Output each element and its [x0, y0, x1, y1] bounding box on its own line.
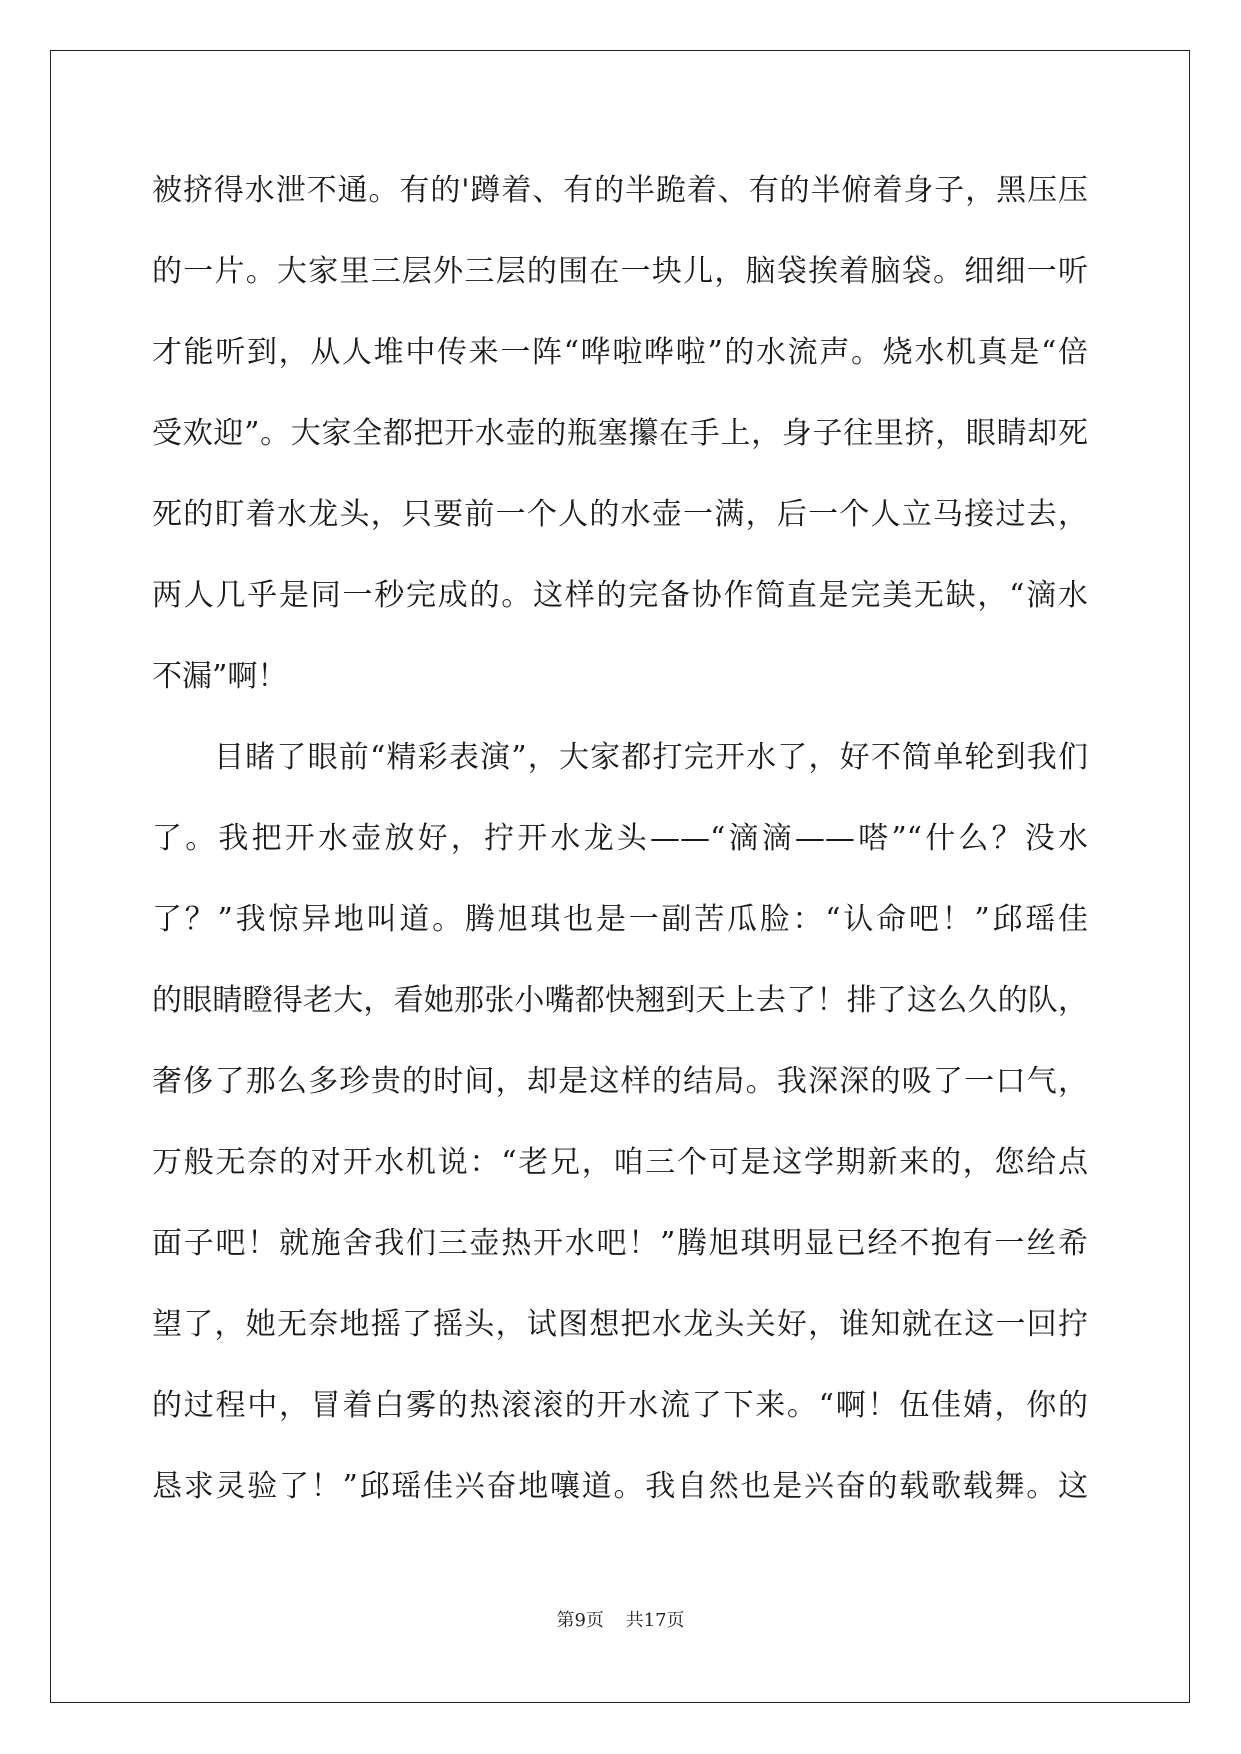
text-line: 望了，她无奈地摇了摇头，试图想把水龙头关好，谁知就在这一回拧	[152, 1307, 1088, 1342]
page-footer	[0, 1606, 1241, 1632]
text-line: 恳求灵验了！”邱瑶佳兴奋地嚷道。我自然也是兴奋的载歌载舞。这	[152, 1469, 1088, 1504]
text-line: 死的盯着水龙头，只要前一个人的水壶一满，后一个人立马接过去，	[152, 497, 1088, 532]
text-line: 了？”我惊异地叫道。腾旭琪也是一副苦瓜脸：“认命吧！”邱瑶佳	[152, 902, 1088, 937]
paragraph-start-line: 目睹了眼前“精彩表演”，大家都打完开水了，好不简单轮到我们	[214, 740, 1088, 775]
text-line: 的过程中，冒着白雾的热滚滚的开水流了下来。“啊！伍佳婧，你的	[152, 1388, 1088, 1423]
text-line: 不漏”啊！	[152, 659, 288, 694]
text-line: 面子吧！就施舍我们三壶热开水吧！”腾旭琪明显已经不抱有一丝希	[152, 1226, 1088, 1261]
page-number: 第9页	[556, 1610, 604, 1631]
text-line: 受欢迎”。大家全都把开水壶的瓶塞攥在手上，身子往里挤，眼睛却死	[152, 416, 1088, 451]
document-body	[152, 150, 1088, 1527]
text-line: 万般无奈的对开水机说：“老兄，咱三个可是这学期新来的，您给点	[152, 1145, 1088, 1180]
text-line: 奢侈了那么多珍贵的时间，却是这样的结局。我深深的吸了一口气，	[152, 1064, 1088, 1099]
text-line: 的一片。大家里三层外三层的围在一块儿，脑袋挨着脑袋。细细一听	[152, 254, 1088, 289]
text-line: 两人几乎是同一秒完成的。这样的完备协作简直是完美无缺，“滴水	[152, 578, 1088, 613]
text-line: 被挤得水泄不通。有的'蹲着、有的半跪着、有的半俯着身子，黑压压	[152, 173, 1088, 208]
page-total: 共17页	[625, 1610, 685, 1631]
text-line: 了。我把开水壶放好，拧开水龙头——“滴滴——嗒”“什么？没水	[152, 821, 1088, 856]
text-line: 的眼睛瞪得老大，看她那张小嘴都快翘到天上去了！排了这么久的队，	[152, 983, 1088, 1018]
text-line: 才能听到，从人堆中传来一阵“哗啦哗啦”的水流声。烧水机真是“倍	[152, 335, 1088, 370]
